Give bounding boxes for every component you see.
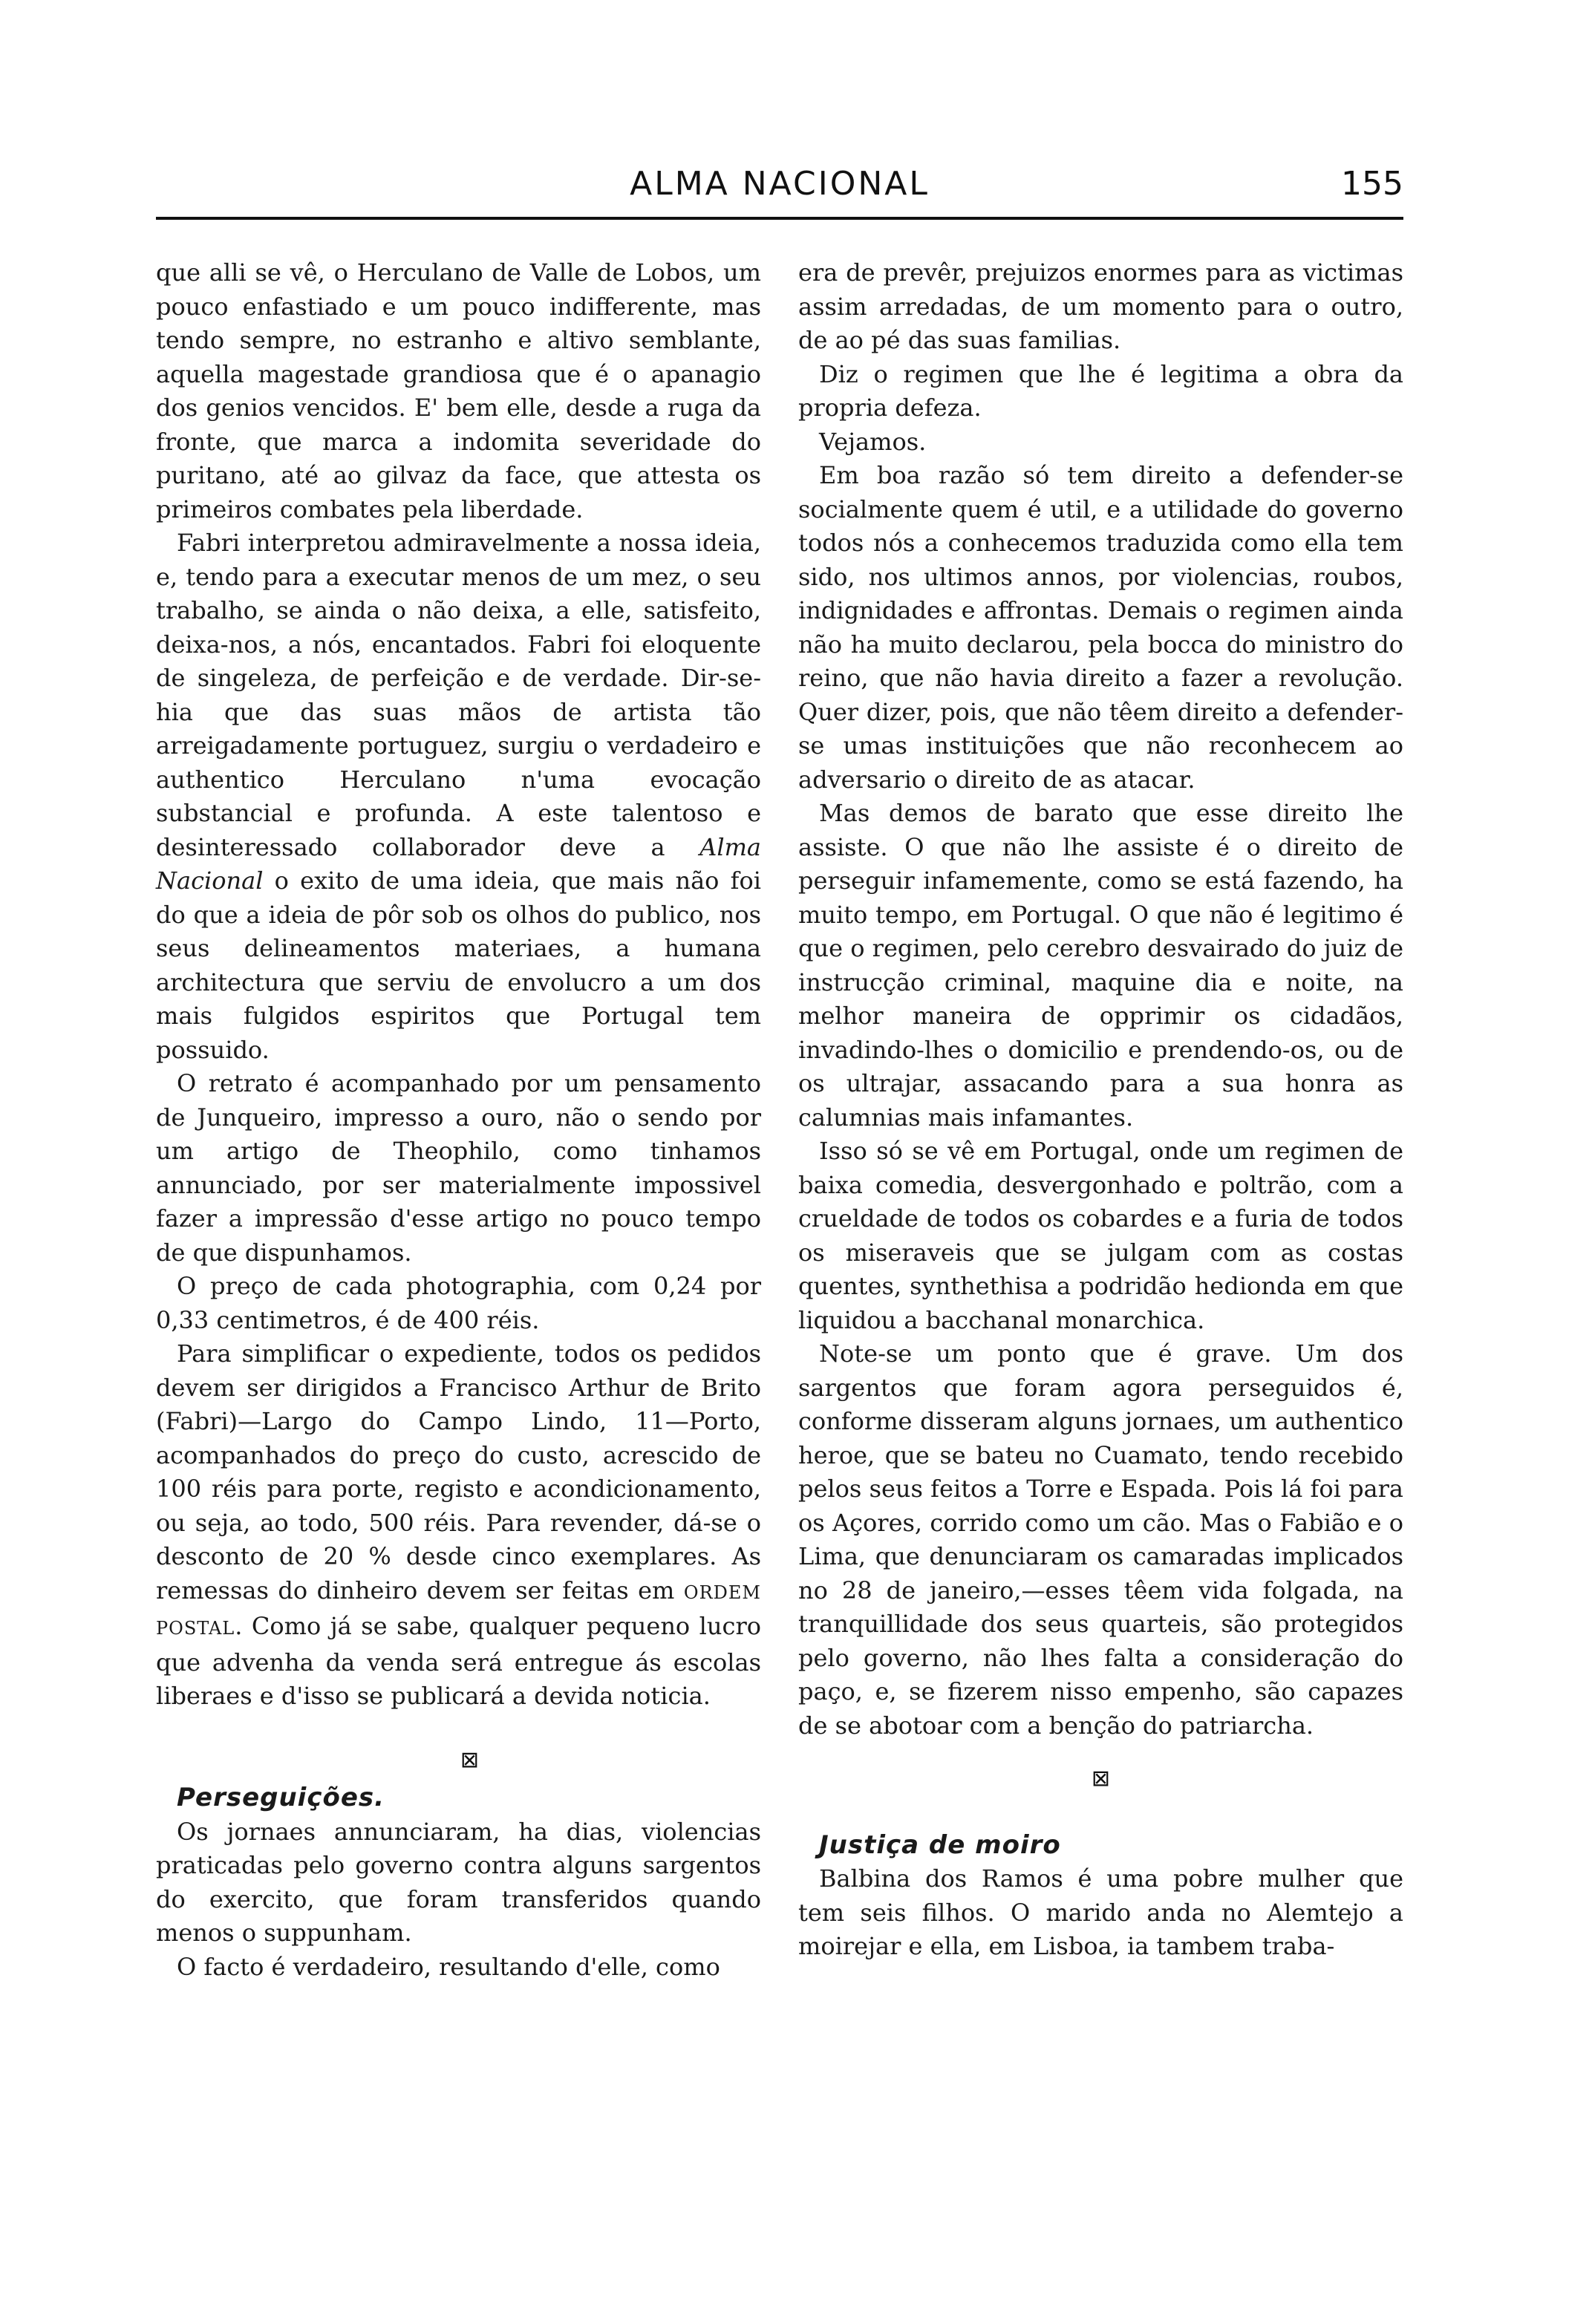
header-rule	[156, 217, 1403, 220]
publication-title: Alma Nacional	[156, 832, 761, 895]
text-run: Fabri interpretou admiravelmente a nossa ideia, e, tendo para a executar menos de um mez, o seu trabalho, se ainda o não deixa, a elle, satisfeito, deixa-nos, a nós, encantados. Fabri foi eloquente de singeleza, de perfeição e de verdade. Dir-se-hia que das suas mãos de artista tão arreigadamente portuguez, surgiu o verdadeiro e authentico Herculano n'uma evocação substancial e profunda. A este talentoso e desinteressado collaborador deve a	[156, 529, 761, 861]
paragraph	[156, 526, 761, 1067]
paragraph: que alli se vê, o Herculano de Valle de Lobos, um pouco enfastiado e um pouco indifferente, mas tendo sempre, no estranho e altivo semblante, aquella magestade grandiosa que é o apanagio dos genios vencidos. E' bem elle, desde a ruga da fronte, que marca a indomita severidade do puritano, até ao gilvaz da face, que attesta os primeiros combates pela liberdade.	[156, 258, 761, 523]
right-column	[798, 256, 1403, 1964]
paragraph: era de prevêr, prejuizos enormes para as victimas assim arredadas, de um momento para o outro, de ao pé das suas familias.	[798, 258, 1403, 354]
text-run: . Como já se sabe, qualquer pequeno lucro que advenha da venda será entregue ás escolas liberaes e d'isso se publicará a devida noticia.	[156, 1612, 761, 1710]
paragraph: Diz o regimen que lhe é legitima a obra da propria defeza.	[798, 359, 1403, 422]
paragraph: Mas demos de barato que esse direito lhe assiste. O que não lhe assiste é o direito de perseguir infamemente, como se está fazendo, ha muito tempo, em Portugal. O que não é legitimo é que o regimen, pelo cerebro desvairado do juiz de instrucção criminal, maquine dia e noite, na melhor maneira de opprimir os cidadãos, invadindo-lhes o domicilio e prendendo-os, ou de os ultrajar, assacando para a sua honra as calumnias mais infamantes.	[798, 799, 1403, 1132]
paragraph: O preço de cada photographia, com 0,24 por 0,33 centimetros, é de 400 réis.	[156, 1272, 761, 1334]
page-header	[156, 165, 1403, 224]
running-title: ALMA NACIONAL	[630, 165, 930, 203]
paragraph: O retrato é acompanhado por um pensamento de Junqueiro, impresso a ouro, não o sendo por um artigo de Theophilo, como tinhamos annunciado, por ser materialmente impossivel fazer a impressão d'esse artigo no pouco tempo de que dispunhamos.	[156, 1069, 761, 1267]
small-caps-text: ORDEM POSTAL	[156, 1582, 761, 1639]
paragraph: Isso só se vê em Portugal, onde um regimen de baixa comedia, desvergonhado e poltrão, com a crueldade de todos os cobardes e a furia de todos os miseraveis que se julgam com as costas quentes, synthethisa a podridão hedionda em que liquidou a bacchanal monarchica.	[798, 1137, 1403, 1334]
section-ornament-icon: ⊠	[460, 1746, 479, 1773]
paragraph: O facto é verdadeiro, resultando d'elle, como	[177, 1952, 720, 1981]
section-title: Perseguições.	[177, 1783, 385, 1812]
paragraph: Em boa razão só tem direito a defender-se socialmente quem é util, e a utilidade do governo todos nós a conhecemos traduzida como ella tem sido, nos ultimos annos, por violencias, roubos, indignidades e affrontas. Demais o regimen ainda não ha muito declarou, pela bocca do ministro do reino, que não havia direito a fazer a revolução. Quer dizer, pois, que não têem direito a defender-se umas instituições que não reconhecem ao adversario o direito de as atacar.	[798, 461, 1403, 794]
paragraph	[156, 1337, 761, 1714]
page-number: 155	[1341, 165, 1403, 203]
text-run: Para simplificar o expediente, todos os pedidos devem ser dirigidos a Francisco Arthur de Brito (Fabri)—Largo do Campo Lindo, 11—Porto, acompanhados do preço do custo, acrescido de 100 réis para porte, registo e acondicionamento, ou seja, ao todo, 500 réis. Para revender, dá-se o desconto de 20 % desde cinco exemplares. As remessas do dinheiro devem ser feitas em	[156, 1339, 761, 1605]
paragraph: Vejamos.	[819, 427, 927, 456]
section-ornament-icon: ⊠	[1091, 1766, 1111, 1792]
paragraph: Balbina dos Ramos é uma pobre mulher que tem seis filhos. O marido anda no Alemtejo a moirejar e ella, em Lisboa, ia tambem traba-	[798, 1864, 1403, 1960]
text-run: o exito de uma ideia, que mais não foi do que a ideia de pôr sob os olhos do publico, nos seus delineamentos materiaes, a humana architectura que serviu de envolucro a um dos mais fulgidos espiritos que Portugal tem possuido.	[156, 866, 761, 1064]
left-column	[156, 256, 761, 1984]
paragraph: Note-se um ponto que é grave. Um dos sargentos que foram agora perseguidos é, conforme disseram alguns jornaes, um authentico heroe, que se bateu no Cuamato, tendo recebido pelos seus feitos a Torre e Espada. Pois lá foi para os Açores, corrido como um cão. Mas o Fabião e o Lima, que denunciaram os camaradas implicados no 28 de janeiro,—esses têem vida folgada, na tranquillidade dos seus quarteis, são protegidos pelo governo, não lhes falta a consideração do paço, e, se fizerem nisso empenho, são capazes de se abotoar com a benção do patriarcha.	[798, 1339, 1403, 1740]
section-title: Justiça de moiro	[819, 1830, 1061, 1860]
paragraph: Os jornaes annunciaram, ha dias, violencias praticadas pelo governo contra alguns sargentos do exercito, que foram transferidos quando menos o suppunham.	[156, 1817, 761, 1947]
